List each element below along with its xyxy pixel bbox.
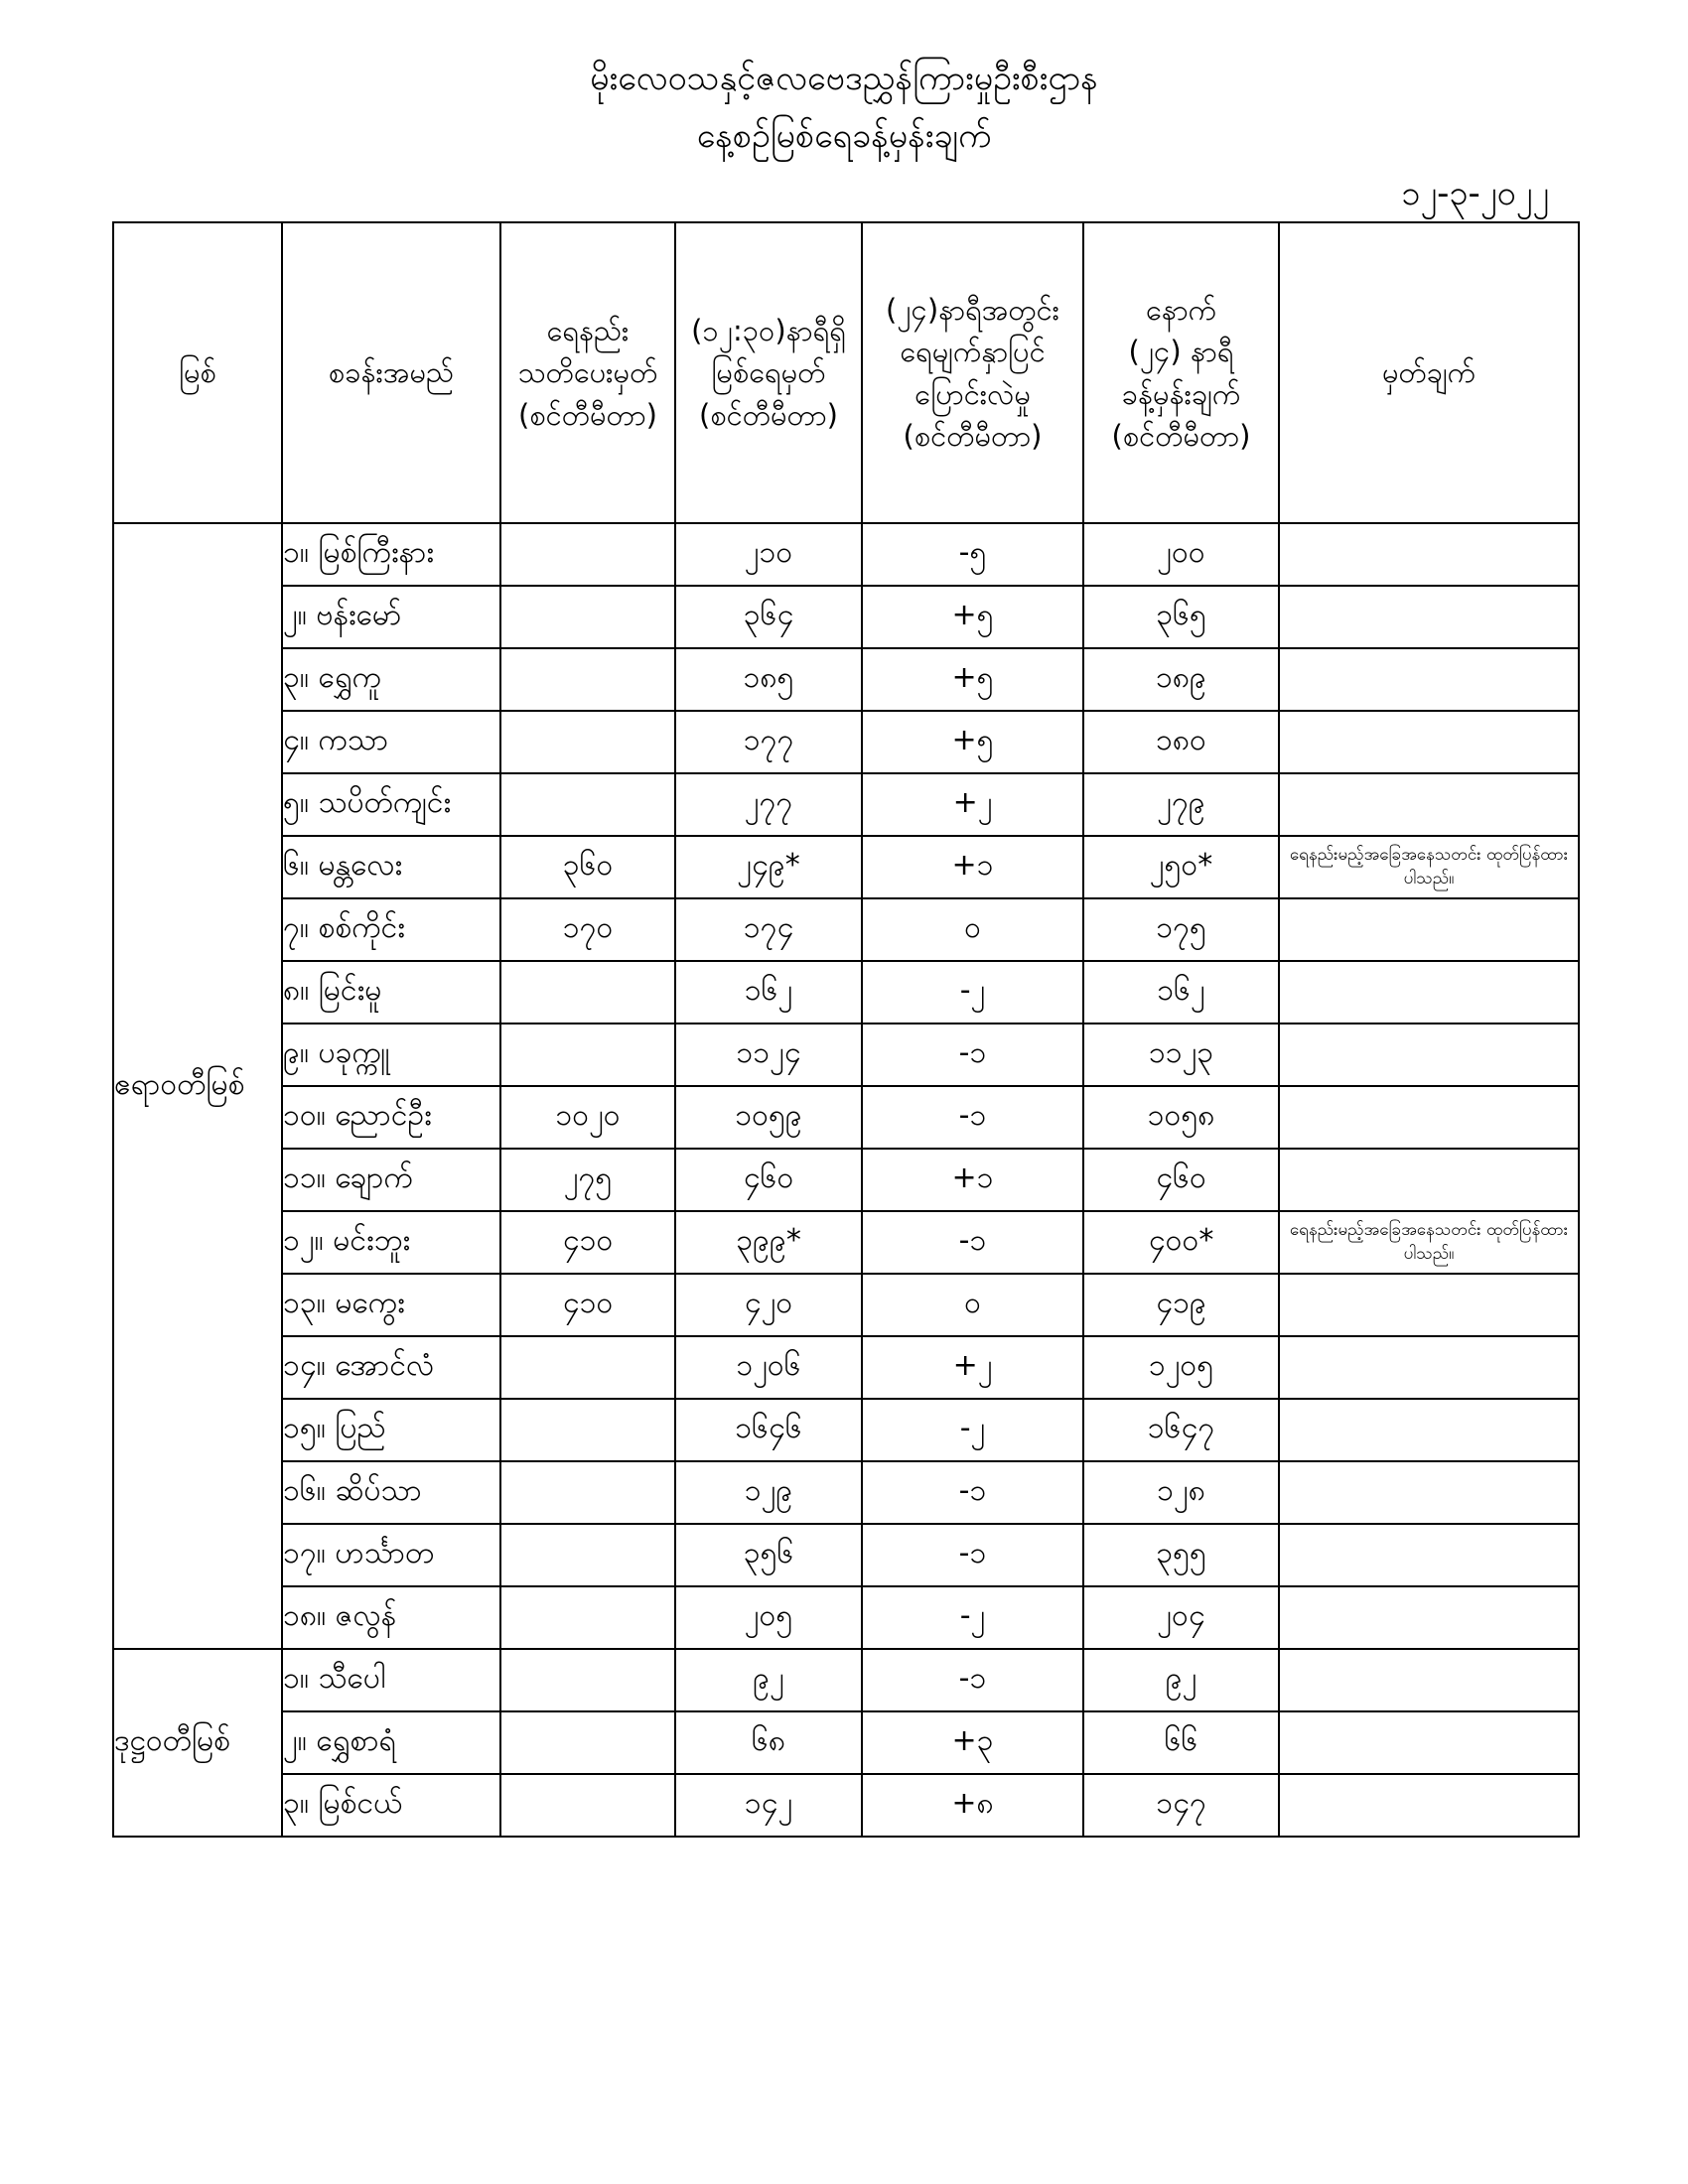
forecast-level: ၂၅၀* [1083,836,1279,898]
current-level: ၁၄၂ [675,1774,862,1837]
forecast-level: ၄၀၀* [1083,1211,1279,1274]
table-row [113,1524,1579,1586]
remark [1279,648,1579,711]
table-row [113,1399,1579,1461]
table-row [113,961,1579,1024]
station-name: ၁။ မြစ်ကြီးနား [282,523,500,586]
remark [1279,1586,1579,1649]
remark [1279,1274,1579,1336]
remark [1279,1336,1579,1399]
table-row [113,773,1579,836]
forecast-level: ၁၂၈ [1083,1461,1279,1524]
forecast-level: ၁၇၅ [1083,898,1279,961]
header-forecast [1083,222,1279,523]
table-body [113,523,1579,1837]
table-row [113,1461,1579,1524]
level-change: +၃ [862,1711,1083,1774]
document-subtitle: နေ့စဉ်မြစ်ရေခန့်မှန်းချက် [696,116,992,156]
level-change: +၂ [862,1336,1083,1399]
header-line: (၂၄) နာရီ [1128,335,1234,369]
remark [1279,1086,1579,1149]
header-line: စခန်းအမည် [328,355,455,390]
current-level: ၂၇၇ [675,773,862,836]
level-change: +၅ [862,711,1083,773]
header-line: မှတ်ချက် [1381,355,1477,390]
forecast-level: ၄၁၉ [1083,1274,1279,1336]
warning-level: ၄၁၀ [500,1274,675,1336]
warning-level [500,1524,675,1586]
header-river [113,222,282,523]
remark [1279,1461,1579,1524]
header-line: ရေမျက်နှာပြင် [900,335,1046,369]
header-line: နောက် [1145,293,1217,328]
table-row [113,1149,1579,1211]
header-station [282,222,500,523]
station-name: ၃။ မြစ်ငယ် [282,1774,500,1837]
remark [1279,1149,1579,1211]
station-name: ၁၇။ ဟင်္သာတ [282,1524,500,1586]
remark [1279,1774,1579,1837]
header-line: (စင်တီမီတာ) [903,418,1043,453]
warning-level: ၂၇၅ [500,1149,675,1211]
station-name: ၈။ မြင်းမူ [282,961,500,1024]
forecast-level: ၂၀၄ [1083,1586,1279,1649]
header-line: (၁၂:၃၀)နာရီရှိ [691,314,846,348]
level-change: -၂ [862,961,1083,1024]
level-change: -၁ [862,1461,1083,1524]
forecast-level: ၁၈၀ [1083,711,1279,773]
current-level: ၁၇၇ [675,711,862,773]
warning-level [500,1586,675,1649]
forecast-level: ၁၈၉ [1083,648,1279,711]
current-level: ၁၈၅ [675,648,862,711]
forecast-level: ၄၆၀ [1083,1149,1279,1211]
report-date: ၁၂-၃-၂၀၂၂ [1401,174,1549,213]
forecast-level: ၁၁၂၃ [1083,1024,1279,1086]
level-change: -၁ [862,1024,1083,1086]
forecast-level: ၁၆၂ [1083,961,1279,1024]
remark: ရေနည်းမည့်အခြေအနေသတင်း ထုတ်ပြန်ထားပါသည်။ [1279,1211,1579,1274]
current-level: ၄၂၀ [675,1274,862,1336]
station-name: ၄။ ကသာ [282,711,500,773]
remark [1279,898,1579,961]
current-level: ၁၂၀၆ [675,1336,862,1399]
current-level: ၁၇၄ [675,898,862,961]
table-row [113,1086,1579,1149]
header-line: (စင်တီမီတာ) [518,397,657,432]
warning-level [500,773,675,836]
forecast-level: ၉၂ [1083,1649,1279,1711]
table-row [113,1274,1579,1336]
level-change: ၀ [862,898,1083,961]
station-name: ၉။ ပခုက္ကူ [282,1024,500,1086]
warning-level: ၃၆၀ [500,836,675,898]
current-level: ၉၂ [675,1649,862,1711]
warning-level [500,1774,675,1837]
forecast-level: ၃၆၅ [1083,586,1279,648]
table-row [113,836,1579,898]
header-line: ရေနည်း [546,314,630,348]
forecast-level: ၁၂၀၅ [1083,1336,1279,1399]
level-change: +၅ [862,586,1083,648]
remark [1279,586,1579,648]
warning-level [500,1649,675,1711]
current-level: ၁၆၄၆ [675,1399,862,1461]
warning-level [500,1399,675,1461]
header-line: မြစ် [179,355,216,390]
warning-level [500,1711,675,1774]
header-remarks [1279,222,1579,523]
current-level: ၃၅၆ [675,1524,862,1586]
station-name: ၆။ မန္တလေး [282,836,500,898]
warning-level [500,961,675,1024]
forecast-level: ၂၀၀ [1083,523,1279,586]
level-change: +၁ [862,1149,1083,1211]
remark [1279,1024,1579,1086]
header-level-change [862,222,1083,523]
warning-level [500,1461,675,1524]
warning-level: ၄၁၀ [500,1211,675,1274]
remark [1279,773,1579,836]
table-row [113,586,1579,648]
forecast-level: ၁၆၄၇ [1083,1399,1279,1461]
station-name: ၁၅။ ပြည် [282,1399,500,1461]
level-change: +၁ [862,836,1083,898]
station-name: ၁၃။ မကွေး [282,1274,500,1336]
forecast-level: ၃၅၅ [1083,1524,1279,1586]
station-name: ၇။ စစ်ကိုင်း [282,898,500,961]
table-row [113,1336,1579,1399]
remark [1279,711,1579,773]
level-change: -၁ [862,1086,1083,1149]
header-line: (၂၄)နာရီအတွင်း [885,293,1060,328]
current-level: ၃၉၉* [675,1211,862,1274]
warning-level [500,711,675,773]
table-row [113,898,1579,961]
level-change: -၁ [862,1649,1083,1711]
level-change: -၁ [862,1211,1083,1274]
warning-level [500,1336,675,1399]
level-change: -၂ [862,1586,1083,1649]
warning-level [500,648,675,711]
station-name: ၁၁။ ချောက် [282,1149,500,1211]
warning-level [500,586,675,648]
station-name: ၁၄။ အောင်လံ [282,1336,500,1399]
station-name: ၁၆။ ဆိပ်သာ [282,1461,500,1524]
station-name: ၂။ ရွှေစာရံ [282,1711,500,1774]
remark [1279,1399,1579,1461]
river-forecast-table [112,221,1580,1838]
table-row [113,1211,1579,1274]
header-line: ခန့်မှန်းချက် [1121,376,1241,411]
table-row [113,1024,1579,1086]
table-row [113,1711,1579,1774]
forecast-level: ၆၆ [1083,1711,1279,1774]
station-name: ၁၈။ ဇလွန် [282,1586,500,1649]
remark [1279,1524,1579,1586]
header-warning-level [500,222,675,523]
current-level: ၄၆၀ [675,1149,862,1211]
table-row [113,1774,1579,1837]
river-name: ဒုဋ္ဌဝတီမြစ် [113,1649,282,1837]
current-level: ၁၀၅၉ [675,1086,862,1149]
level-change: -၁ [862,1524,1083,1586]
table-header-row [113,222,1579,523]
current-level: ၃၆၄ [675,586,862,648]
forecast-level: ၁၄၇ [1083,1774,1279,1837]
warning-level: ၁၇၀ [500,898,675,961]
current-level: ၁၆၂ [675,961,862,1024]
remark [1279,961,1579,1024]
current-level: ၂၀၅ [675,1586,862,1649]
remark [1279,523,1579,586]
current-level: ၁၁၂၄ [675,1024,862,1086]
river-name: ဧရာဝတီမြစ် [113,523,282,1649]
table-row [113,648,1579,711]
level-change: +၅ [862,648,1083,711]
station-name: ၃။ ရွှေကူ [282,648,500,711]
warning-level [500,1024,675,1086]
station-name: ၁၂။ မင်းဘူး [282,1211,500,1274]
level-change: +၈ [862,1774,1083,1837]
current-level: ၁၂၉ [675,1461,862,1524]
forecast-level: ၁၀၅၈ [1083,1086,1279,1149]
header-line: သတိပေးမှတ် [517,355,658,390]
header-line: မြစ်ရေမှတ် [711,355,826,390]
level-change: -၅ [862,523,1083,586]
remark [1279,1711,1579,1774]
current-level: ၂၄၉* [675,836,862,898]
header-line: (စင်တီမီတာ) [699,397,838,432]
level-change: +၂ [862,773,1083,836]
document-title: မိုးလေဝသနှင့်ဇလဗေဒညွှန်ကြားမှုဦးစီးဌာန [590,59,1098,98]
table-row [113,1586,1579,1649]
table-row [113,523,1579,586]
header-current-level [675,222,862,523]
table-row [113,1649,1579,1711]
station-name: ၁၀။ ညောင်ဦး [282,1086,500,1149]
table-row [113,711,1579,773]
station-name: ၁။ သီပေါ [282,1649,500,1711]
warning-level [500,523,675,586]
level-change: -၂ [862,1399,1083,1461]
header-line: ပြောင်းလဲမှု [914,376,1031,411]
remark: ရေနည်းမည့်အခြေအနေသတင်း ထုတ်ပြန်ထားပါသည်။ [1279,836,1579,898]
current-level: ၂၁၀ [675,523,862,586]
warning-level: ၁၀၂၀ [500,1086,675,1149]
station-name: ၂။ ဗန်းမော် [282,586,500,648]
header-line: (စင်တီမီတာ) [1111,418,1251,453]
current-level: ၆၈ [675,1711,862,1774]
forecast-level: ၂၇၉ [1083,773,1279,836]
station-name: ၅။ သပိတ်ကျင်း [282,773,500,836]
level-change: ၀ [862,1274,1083,1336]
remark [1279,1649,1579,1711]
